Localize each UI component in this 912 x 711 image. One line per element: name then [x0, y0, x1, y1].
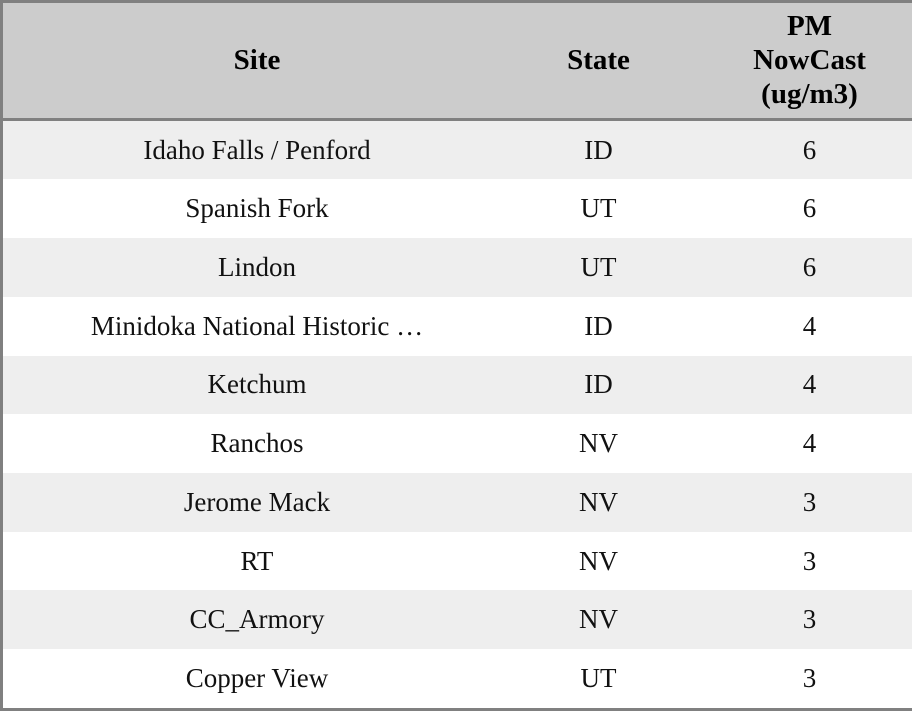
- cell-site: RT: [3, 532, 511, 591]
- cell-pm: 3: [686, 473, 912, 532]
- table-header-row: [3, 3, 912, 119]
- table-row: [3, 532, 912, 591]
- column-header-state: [511, 3, 686, 119]
- table-row: [3, 297, 912, 356]
- cell-pm: 3: [686, 590, 912, 649]
- table-row: [3, 414, 912, 473]
- cell-pm: 3: [686, 649, 912, 708]
- table-row: [3, 238, 912, 297]
- cell-state: UT: [511, 649, 686, 708]
- table-row: [3, 119, 912, 179]
- cell-site: Minidoka National Historic …: [3, 297, 511, 356]
- cell-state: UT: [511, 238, 686, 297]
- table-row: [3, 473, 912, 532]
- table-row: [3, 649, 912, 708]
- column-header-pm-line-1: PM: [786, 10, 833, 42]
- cell-pm: 3: [686, 532, 912, 591]
- cell-site: Lindon: [3, 238, 511, 297]
- cell-site: Spanish Fork: [3, 179, 511, 238]
- cell-state: ID: [511, 356, 686, 415]
- cell-state: NV: [511, 473, 686, 532]
- column-header-state-label: State: [567, 44, 630, 77]
- cell-state: ID: [511, 119, 686, 179]
- table-row: [3, 356, 912, 415]
- cell-site: CC_Armory: [3, 590, 511, 649]
- cell-site: Ranchos: [3, 414, 511, 473]
- table-row: [3, 590, 912, 649]
- cell-site: Ketchum: [3, 356, 511, 415]
- column-header-site: [3, 3, 511, 119]
- column-header-pm-nowcast: [686, 3, 912, 119]
- cell-site: Idaho Falls / Penford: [3, 119, 511, 179]
- cell-pm: 6: [686, 119, 912, 179]
- cell-state: ID: [511, 297, 686, 356]
- cell-state: NV: [511, 590, 686, 649]
- air-quality-table: [3, 3, 912, 708]
- cell-state: NV: [511, 532, 686, 591]
- cell-site: Jerome Mack: [3, 473, 511, 532]
- cell-pm: 4: [686, 356, 912, 415]
- cell-site: Copper View: [3, 649, 511, 708]
- cell-pm: 4: [686, 414, 912, 473]
- cell-pm: 6: [686, 179, 912, 238]
- cell-state: UT: [511, 179, 686, 238]
- table-header: [3, 3, 912, 119]
- column-header-pm-line-2: NowCast: [753, 44, 866, 77]
- column-header-site-label: Site: [233, 44, 281, 77]
- cell-pm: 4: [686, 297, 912, 356]
- cell-state: NV: [511, 414, 686, 473]
- cell-pm: 6: [686, 238, 912, 297]
- table-body: [3, 119, 912, 708]
- table-row: [3, 179, 912, 238]
- column-header-pm-line-3: (ug/m3): [761, 78, 858, 111]
